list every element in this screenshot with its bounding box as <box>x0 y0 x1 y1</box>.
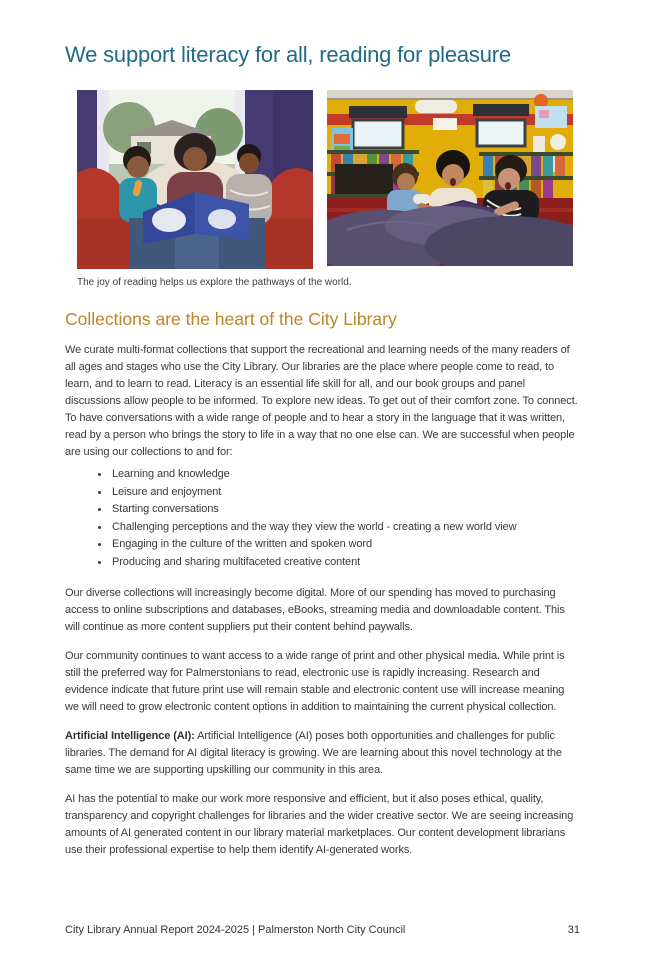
ai-lead-text: Artificial Intelligence (AI) poses both opportunities and challenges for public libraries. The demand for AI digital literacy is growing. We are learning about this novel technology at the same time we are supporting upskilling our community in this area. <box>65 730 562 776</box>
paragraph-intro: We curate multi-format collections that support the recreational and learning needs of the many readers of all ages and stages who use the City Library. Our libraries are the place where people come to read, to learn, and to learn to read. Literacy is an essential life skill for all, and our book groups and panel discussions allow people to be informed. To explore new ideas. To get out of their comfort zone. To connect. To have conversations with a wide range of people and to hear a story in the language that it was written, read by a person who brings the story to life in a way that no one else can. We are successful when people are using our collections to and for: <box>65 344 578 458</box>
paragraph-ai <box>65 728 580 779</box>
photo-couch-reading <box>77 90 313 269</box>
footer-report-title: City Library Annual Report 2024-2025 | Palmerston North City Council <box>65 924 406 936</box>
list-item: • Engaging in the culture of the written and spoken word <box>110 536 580 554</box>
list-item: • Producing and sharing multifaceted creative content <box>110 554 580 572</box>
report-page <box>0 42 645 859</box>
section-heading: Collections are the heart of the City Library <box>65 309 397 329</box>
photo-row <box>77 90 573 269</box>
list-item: • Learning and knowledge <box>110 466 580 484</box>
photo-caption: The joy of reading helps us explore the pathways of the world. <box>77 277 352 288</box>
paragraph-community: Our community continues to want access to a wide range of print and other physical media. While print is still the preferred way for Palmerstonians to read, electronic use is rapidly increasing. Research and evidence indicate that future print use will remain stable and electronic content use will increase meaning we will need to grow electronic content options in addition to maintaining the current physical collection. <box>65 650 565 713</box>
collections-purpose-list <box>65 466 580 571</box>
ai-lead-label: Artificial Intelligence (AI): <box>65 730 195 742</box>
page-title: We support literacy for all, reading for pleasure <box>65 42 511 67</box>
paragraph-ai-impact: AI has the potential to make our work more responsive and efficient, but it also poses ethical, quality, transparency and copyright challenges for libraries and the wider creative sector. We are seeing increasing amounts of AI generated content in our library material marketplaces. Our content development librarians use their professional expertise to help them identify AI-generated works. <box>65 793 574 856</box>
list-item: • Challenging perceptions and the way they view the world - creating a new world view <box>110 519 580 537</box>
paragraph-digital: Our diverse collections will increasingly become digital. More of our spending has moved to purchasing access to online subscriptions and databases, eBooks, streaming media and downloadable content. This will continue as more content suppliers put their content behind paywalls. <box>65 587 565 633</box>
page-number: 31 <box>567 924 580 936</box>
photo-cushions-reading <box>327 90 573 266</box>
list-item: • Starting conversations <box>110 501 580 519</box>
list-item: • Leisure and enjoyment <box>110 484 580 502</box>
